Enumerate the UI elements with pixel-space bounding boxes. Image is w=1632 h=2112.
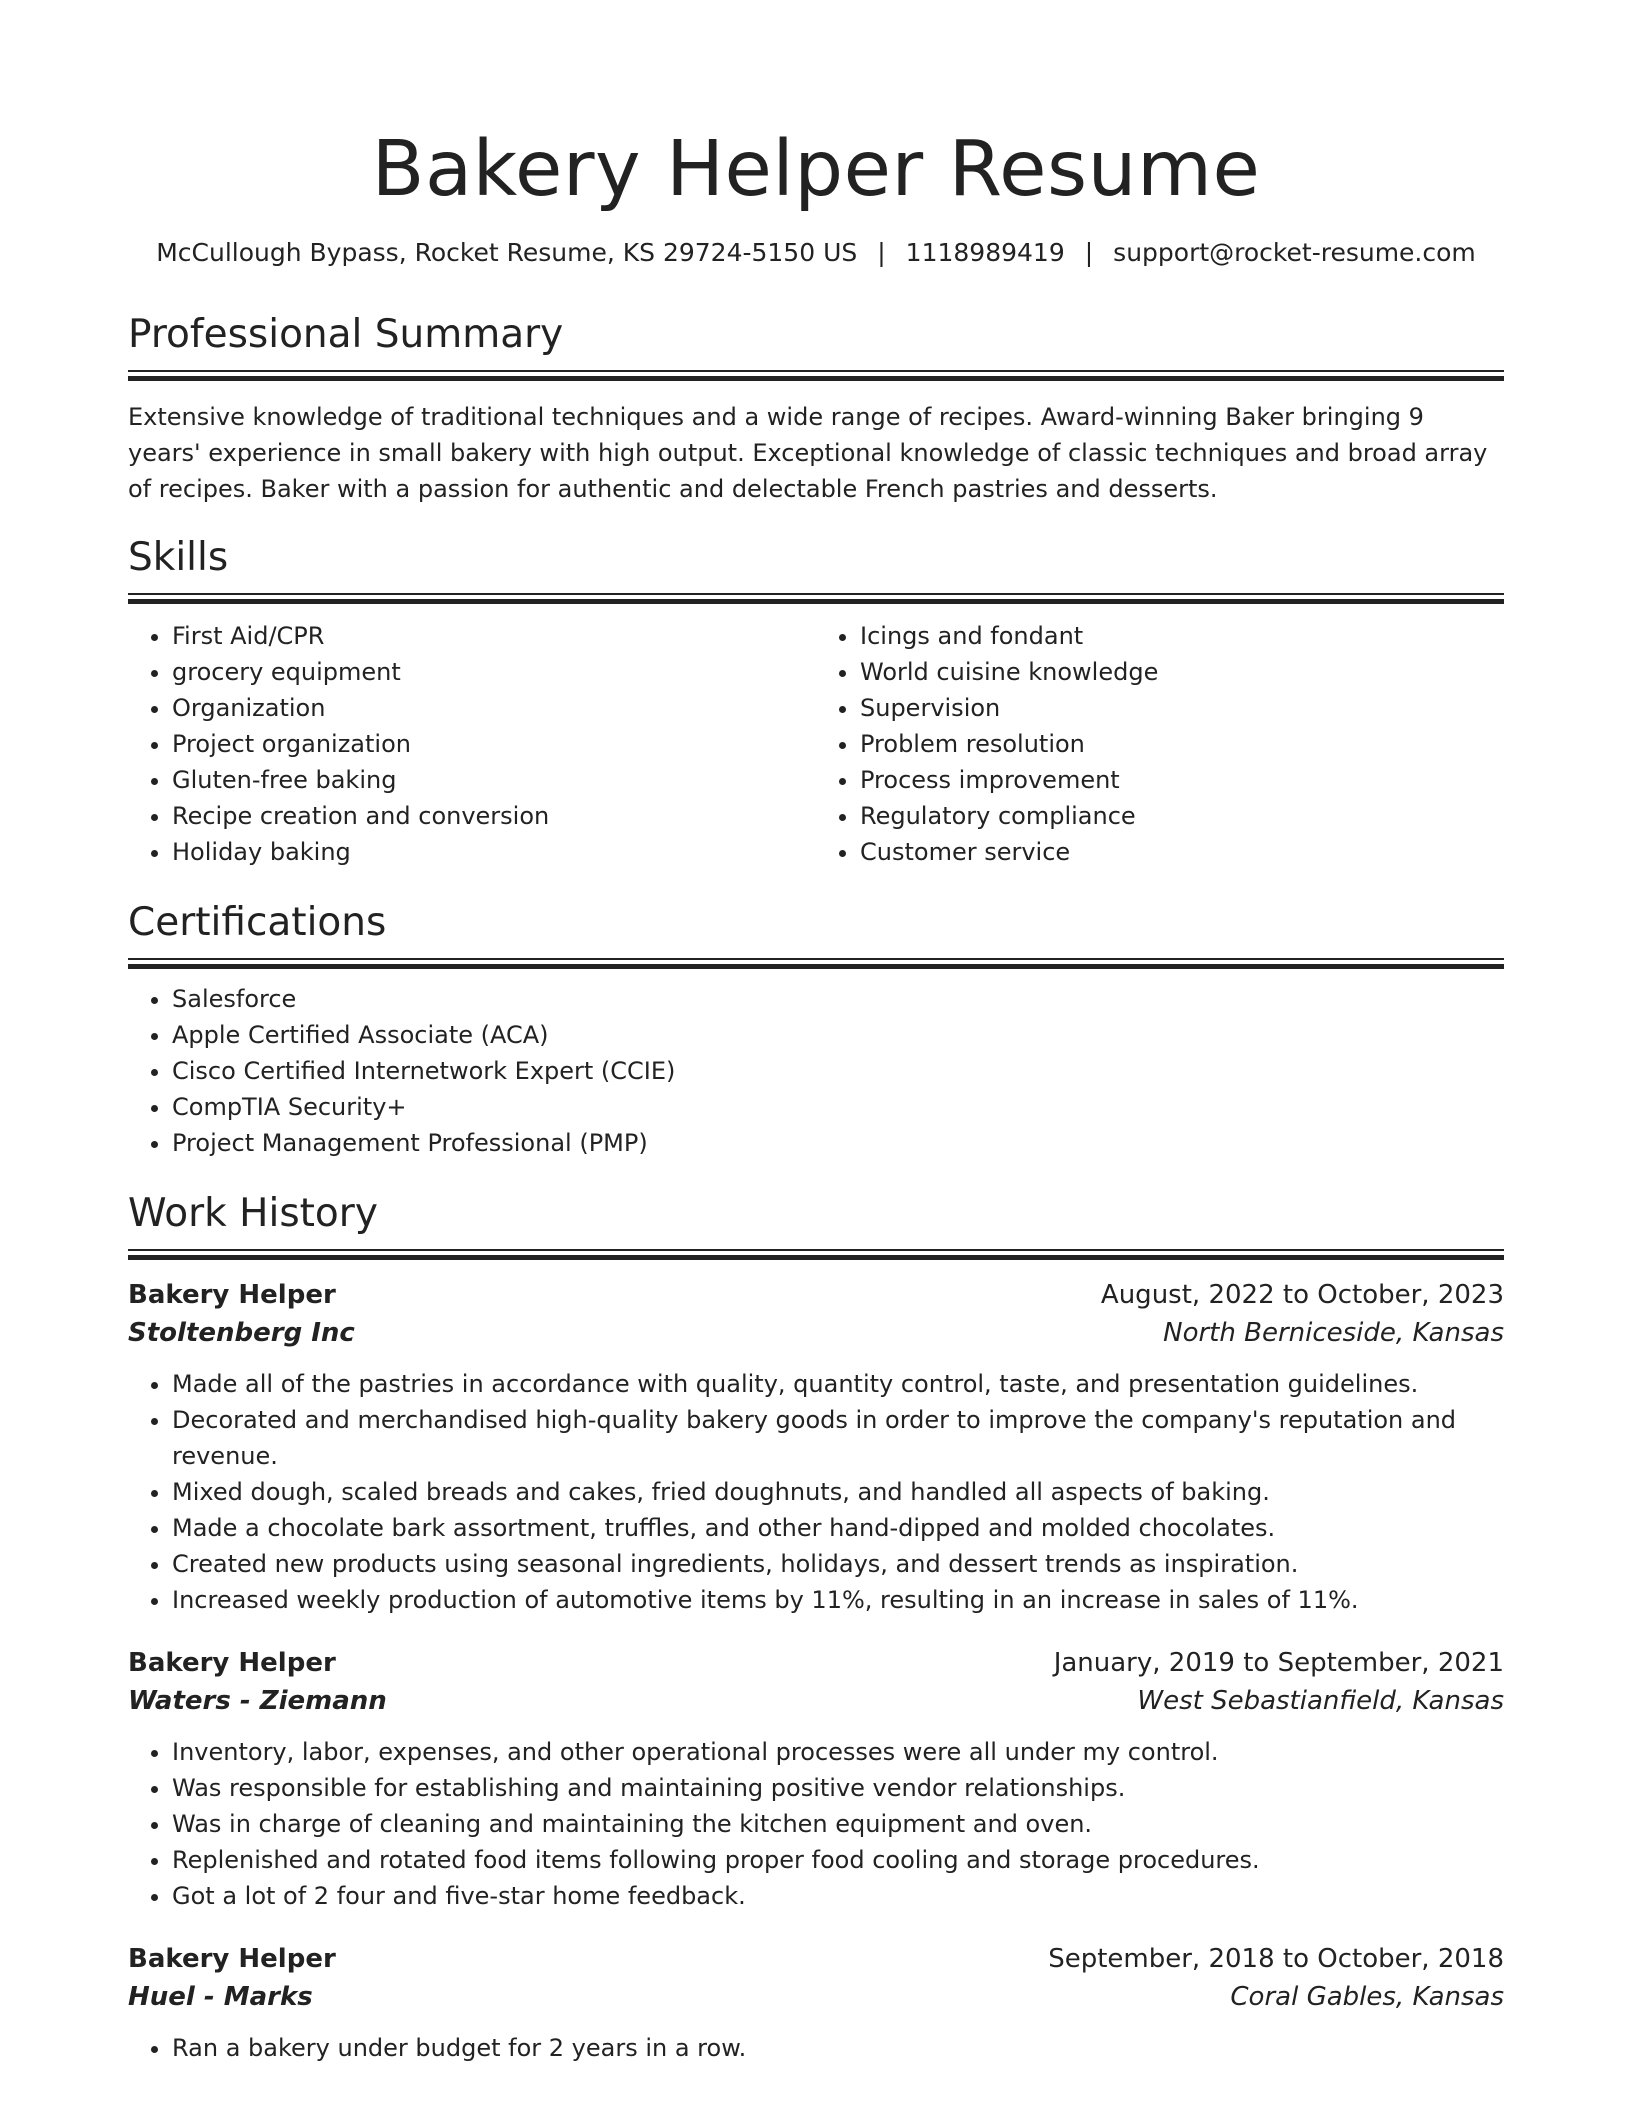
job-dates: January, 2019 to September, 2021 <box>1053 1648 1504 1678</box>
contact-phone: 1118989419 <box>905 238 1065 267</box>
skill-item: • Holiday baking <box>172 834 816 870</box>
skill-item: • First Aid/CPR <box>172 618 816 654</box>
job-location: North Berniceside, Kansas <box>1163 1318 1504 1348</box>
job-subheader <box>128 1682 1504 1720</box>
job-bullet: • Was responsible for establishing and maintaining positive vendor relationships. <box>172 1770 1504 1806</box>
contact-email[interactable]: support@rocket-resume.com <box>1113 238 1476 267</box>
job-bullets <box>128 1734 1504 1914</box>
skill-item: • Recipe creation and conversion <box>172 798 816 834</box>
job-bullet: • Created new products using seasonal ingredients, holidays, and dessert trends as inspiration. <box>172 1546 1504 1582</box>
summary-section <box>128 310 1504 507</box>
job-title: Bakery Helper <box>128 1944 336 1974</box>
job-company: Waters - Ziemann <box>128 1686 387 1716</box>
certification-item: • Cisco Certified Internetwork Expert (CCIE) <box>172 1053 1504 1089</box>
job-header <box>128 1940 1504 1978</box>
job-bullets <box>128 1366 1504 1618</box>
job-header <box>128 1276 1504 1314</box>
job-bullet: • Decorated and merchandised high-quality bakery goods in order to improve the company's reputation and revenue. <box>172 1402 1504 1474</box>
contact-address: McCullough Bypass, Rocket Resume, KS 29724-5150 US <box>156 238 858 267</box>
skill-item: • Icings and fondant <box>860 618 1504 654</box>
section-divider <box>128 1249 1504 1262</box>
job-subheader <box>128 1978 1504 2016</box>
contact-line <box>128 236 1504 270</box>
skill-item: • Supervision <box>860 690 1504 726</box>
job-bullet: • Got a lot of 2 four and five-star home feedback. <box>172 1878 1504 1914</box>
skill-item: • Process improvement <box>860 762 1504 798</box>
job-bullet: • Was in charge of cleaning and maintaining the kitchen equipment and oven. <box>172 1806 1504 1842</box>
certification-item: • Salesforce <box>172 981 1504 1017</box>
skill-item: • Regulatory compliance <box>860 798 1504 834</box>
job-bullet: • Replenished and rotated food items following proper food cooling and storage procedures. <box>172 1842 1504 1878</box>
skill-item: • Customer service <box>860 834 1504 870</box>
section-divider <box>128 593 1504 606</box>
job-dates: August, 2022 to October, 2023 <box>1100 1280 1504 1310</box>
section-divider <box>128 370 1504 383</box>
job-title: Bakery Helper <box>128 1280 336 1310</box>
skills-list-right <box>816 618 1504 870</box>
skills-list-left <box>128 618 816 870</box>
job-bullets <box>128 2030 1504 2066</box>
job-header <box>128 1644 1504 1682</box>
skills-grid <box>128 618 1504 870</box>
job-company: Huel - Marks <box>128 1982 313 2012</box>
job-location: Coral Gables, Kansas <box>1230 1982 1504 2012</box>
job-location: West Sebastianfield, Kansas <box>1137 1686 1504 1716</box>
certification-item: • Project Management Professional (PMP) <box>172 1125 1504 1161</box>
job-title: Bakery Helper <box>128 1648 336 1678</box>
skill-item: • Gluten-free baking <box>172 762 816 798</box>
certifications-section <box>128 898 1504 1161</box>
contact-separator: | <box>1084 238 1094 267</box>
work-heading: Work History <box>128 1191 378 1236</box>
summary-heading: Professional Summary <box>128 312 564 357</box>
resume-page <box>128 0 1504 2066</box>
job-dates: September, 2018 to October, 2018 <box>1048 1944 1504 1974</box>
skills-section <box>128 533 1504 870</box>
skill-item: • World cuisine knowledge <box>860 654 1504 690</box>
job-entry <box>128 1644 1504 1914</box>
work-section <box>128 1189 1504 2066</box>
skill-item: • Project organization <box>172 726 816 762</box>
skills-heading: Skills <box>128 535 229 580</box>
summary-text: Extensive knowledge of traditional techniques and a wide range of recipes. Award-winning Baker bringing 9 years' experience in small bakery with high output. Exceptional knowledge of classic techniques and broad array of recipes. Baker with a passion for authentic and delectable French pastries and desserts. <box>128 403 1488 503</box>
certifications-list <box>128 981 1504 1161</box>
job-entry <box>128 1940 1504 2066</box>
job-subheader <box>128 1314 1504 1352</box>
certifications-heading: Certifications <box>128 900 387 945</box>
job-bullet: • Increased weekly production of automotive items by 11%, resulting in an increase in sales of 11%. <box>172 1582 1504 1618</box>
skill-item: • grocery equipment <box>172 654 816 690</box>
certification-item: • CompTIA Security+ <box>172 1089 1504 1125</box>
contact-separator: | <box>877 238 886 267</box>
job-bullet: • Mixed dough, scaled breads and cakes, fried doughnuts, and handled all aspects of baking. <box>172 1474 1504 1510</box>
certification-item: • Apple Certified Associate (ACA) <box>172 1017 1504 1053</box>
skill-item: • Organization <box>172 690 816 726</box>
resume-title: Bakery Helper Resume <box>371 125 1261 214</box>
job-bullet: • Inventory, labor, expenses, and other operational processes were all under my control. <box>172 1734 1504 1770</box>
job-entry <box>128 1276 1504 1618</box>
job-bullet: • Made a chocolate bark assortment, truffles, and other hand-dipped and molded chocolates. <box>172 1510 1504 1546</box>
section-divider <box>128 958 1504 971</box>
job-company: Stoltenberg Inc <box>128 1318 355 1348</box>
job-bullet: • Made all of the pastries in accordance with quality, quantity control, taste, and presentation guidelines. <box>172 1366 1504 1402</box>
skill-item: • Problem resolution <box>860 726 1504 762</box>
job-bullet: • Ran a bakery under budget for 2 years in a row. <box>172 2030 1504 2066</box>
